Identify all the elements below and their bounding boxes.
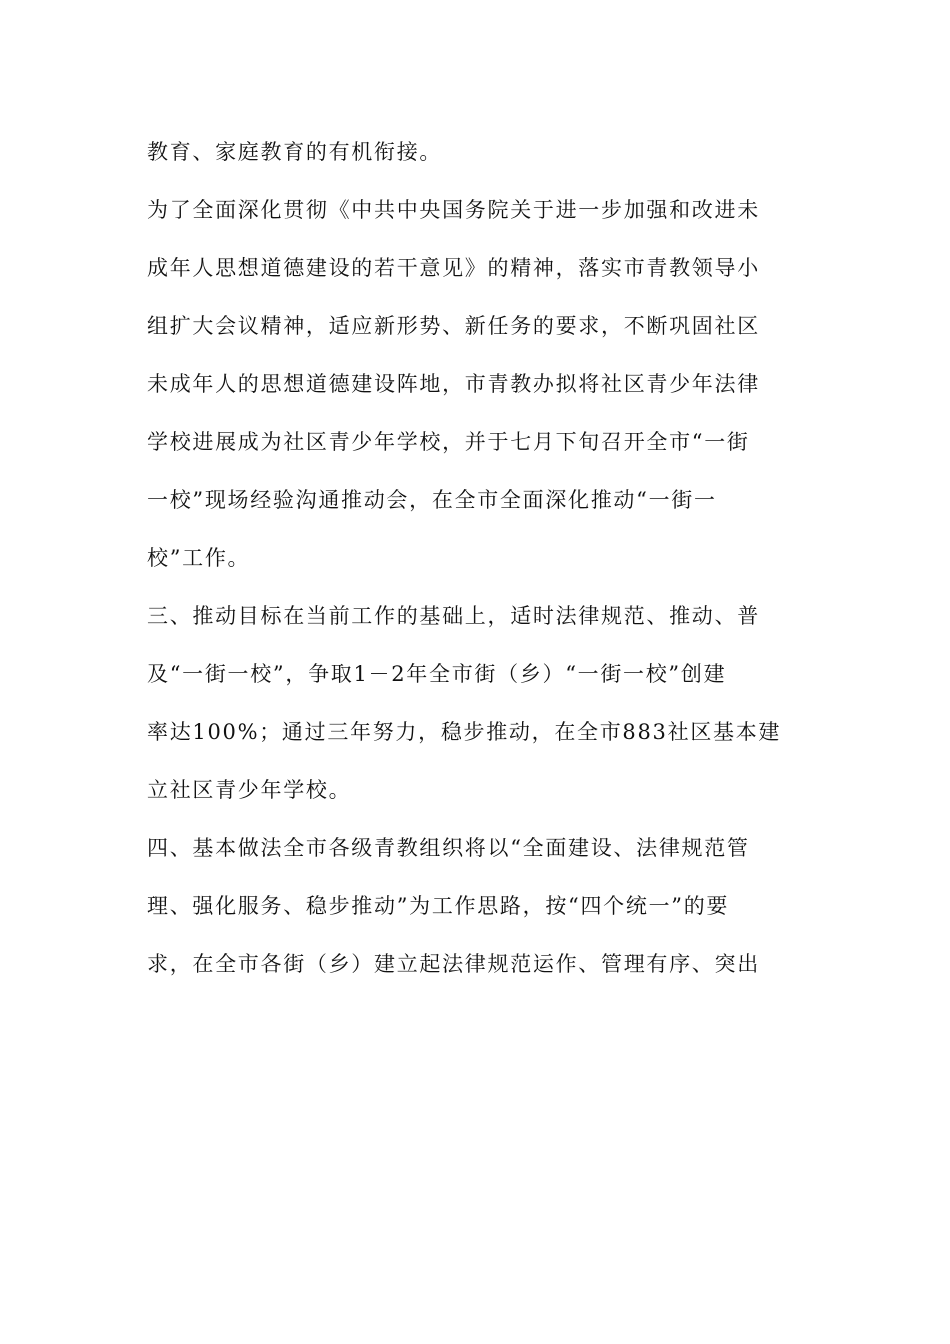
paragraph-3 xyxy=(147,594,807,826)
text-line: 率达100%；通过三年努力，稳步推动，在全市883社区基本建 xyxy=(147,720,782,744)
text-line: 一校”现场经验沟通推动会，在全市全面深化推动“一街一 xyxy=(147,488,717,512)
text-line: 三、推动目标在当前工作的基础上，适时法律规范、推动、普 xyxy=(147,604,760,628)
text-line: 学校进展成为社区青少年学校，并于七月下旬召开全市“一街 xyxy=(147,430,750,454)
text-line: 成年人思想道德建设的若干意见》的精神，落实市青教领导小 xyxy=(147,256,760,280)
text-line: 求，在全市各街（乡）建立起法律规范运作、管理有序、突出 xyxy=(147,952,760,976)
text-line: 校”工作。 xyxy=(147,546,251,570)
paragraph-4 xyxy=(147,826,807,1000)
text-line: 四、基本做法全市各级青教组织将以“全面建设、法律规范管 xyxy=(147,836,750,860)
text-line: 未成年人的思想道德建设阵地，市青教办拟将社区青少年法律 xyxy=(147,372,760,396)
text-line: 组扩大会议精神，适应新形势、新任务的要求，不断巩固社区 xyxy=(147,314,760,338)
document-body xyxy=(147,130,807,1000)
text-line: 理、强化服务、稳步推动”为工作思路，按“四个统一”的要 xyxy=(147,894,730,918)
paragraph-2 xyxy=(147,188,807,594)
paragraph-1 xyxy=(147,130,807,188)
text-line: 立社区青少年学校。 xyxy=(147,778,352,802)
text-line: 为了全面深化贯彻《中共中央国务院关于进一步加强和改进未 xyxy=(147,198,760,222)
text-line: 教育、家庭教育的有机衔接。 xyxy=(147,140,443,164)
text-line: 及“一街一校”，争取1－2年全市街（乡）“一街一校”创建 xyxy=(147,662,727,686)
